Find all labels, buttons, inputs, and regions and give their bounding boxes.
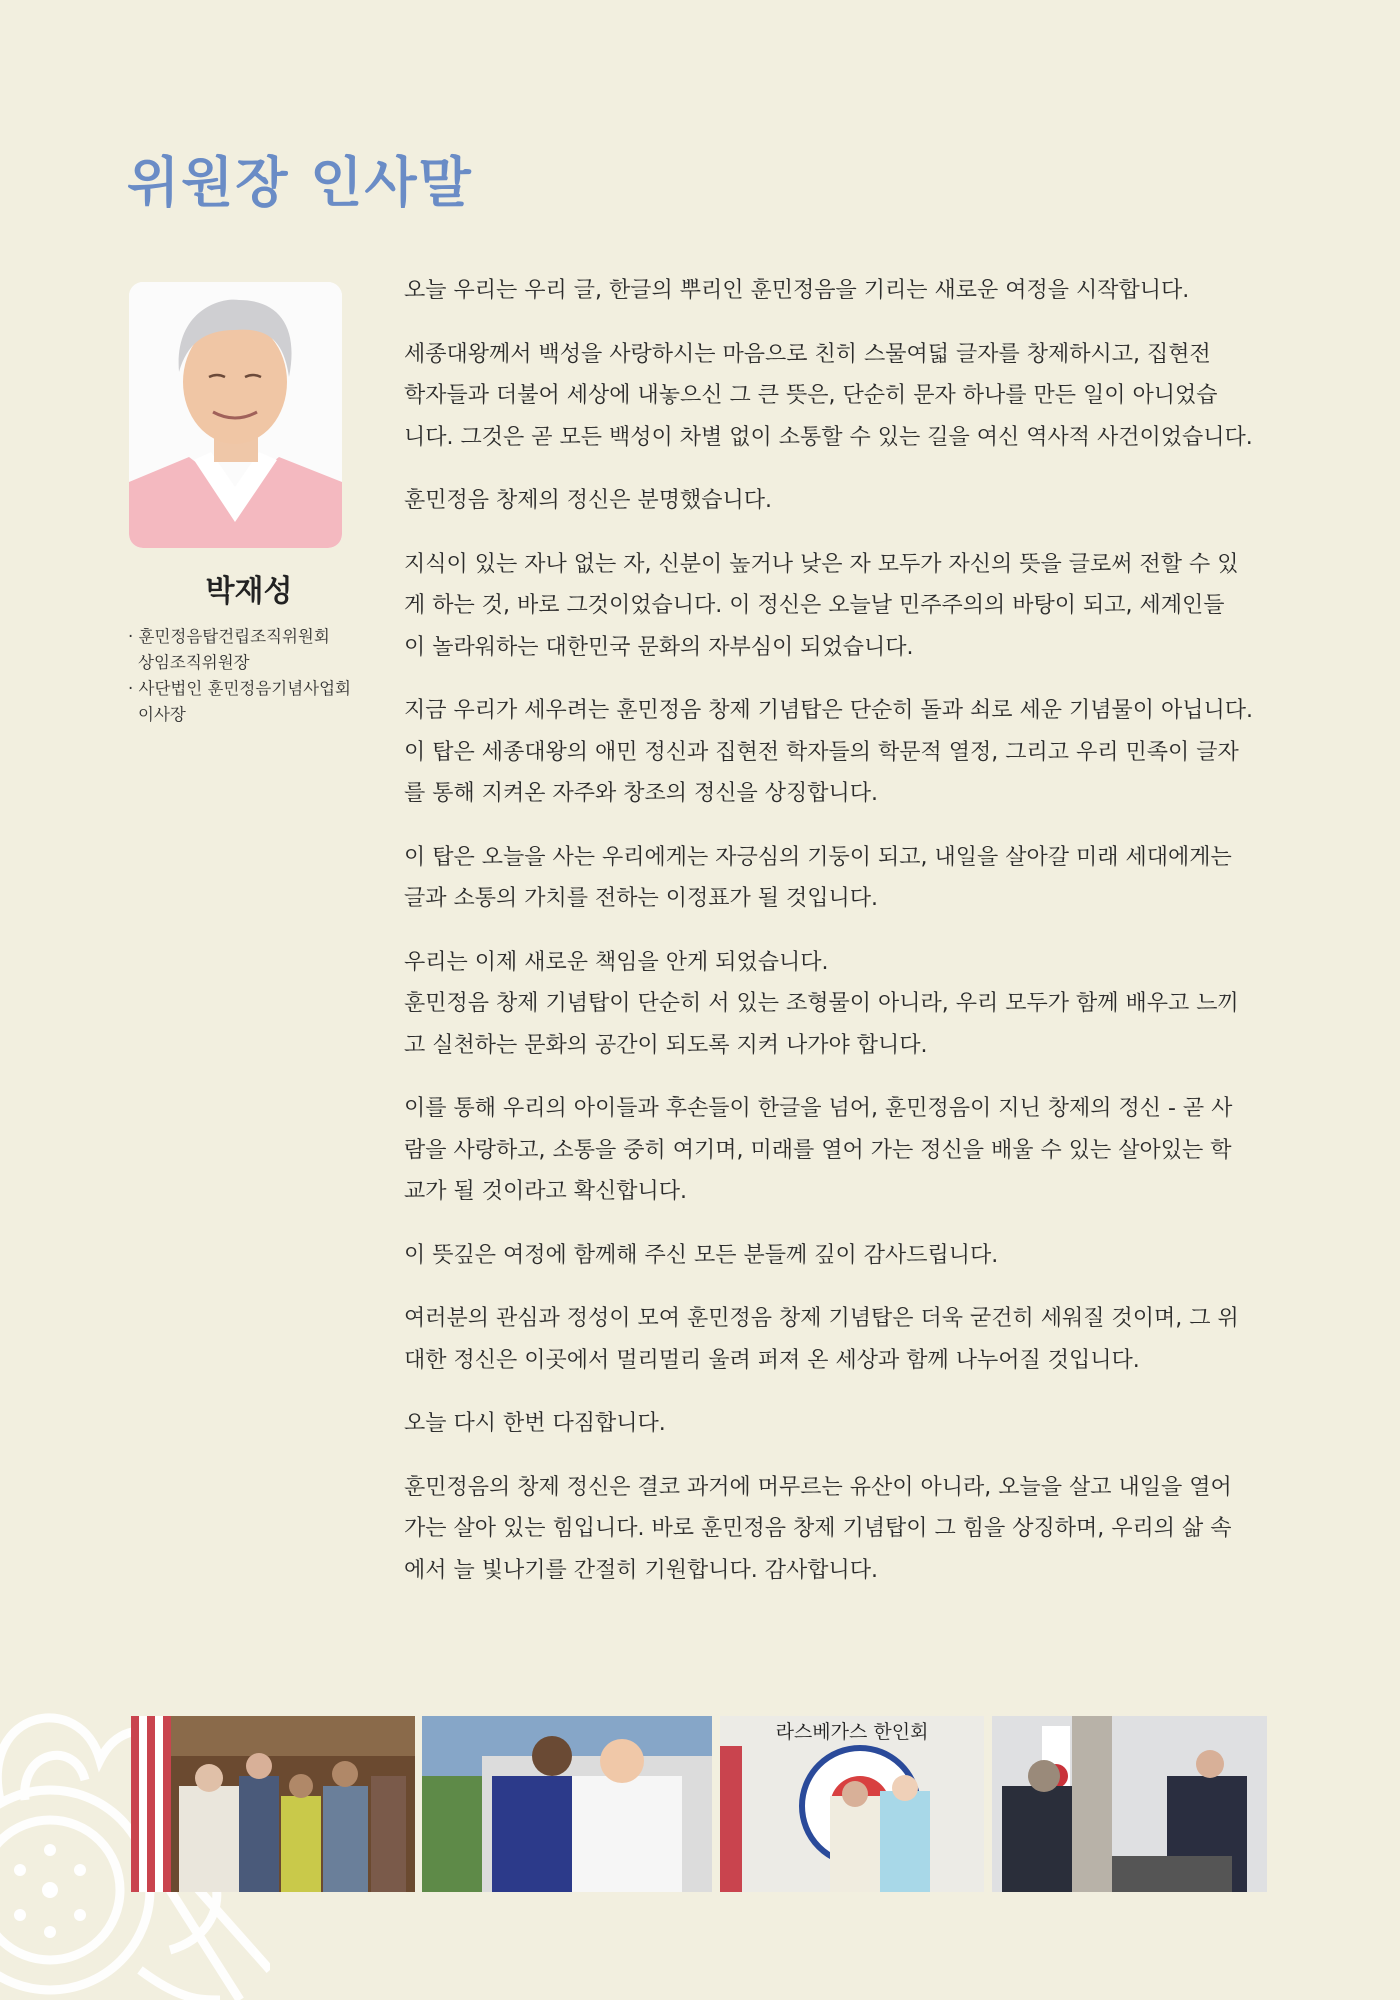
text-line: 우리는 이제 새로운 책임을 안게 되었습니다.	[404, 949, 829, 975]
paragraph	[404, 942, 1284, 1067]
text-line: 이 뜻깊은 여정에 함께해 주신 모든 분들께 깊이 감사드립니다.	[404, 1242, 999, 1268]
paragraph	[404, 1403, 1284, 1445]
text-line: 교가 될 것이라고 확신합니다.	[404, 1179, 687, 1204]
paragraph	[404, 1088, 1284, 1213]
text-line: 오늘 우리는 우리 글, 한글의 뿌리인 훈민정음을 기리는 새로운 여정을 시작합니다.	[404, 278, 1190, 303]
greeting-body	[404, 270, 1284, 1613]
role-line: 사단법인 훈민정음기념사업회	[138, 679, 351, 698]
author-roles	[128, 624, 351, 728]
banner-text: 라스베가스 한인회	[775, 1721, 929, 1743]
paragraph	[404, 334, 1284, 459]
text-line: 게 하는 것, 바로 그것이었습니다. 이 정신은 오늘날 민주주의의 바탕이 되고, 세계인들	[404, 593, 1225, 618]
text-line: 이 탑은 세종대왕의 애민 정신과 집현전 학자들의 학문적 열정, 그리고 우리 민족이 글자	[404, 739, 1239, 765]
role-line: 훈민정음탑건립조직위원회	[138, 627, 330, 646]
text-line: 훈민정음 창제 기념탑이 단순히 서 있는 조형물이 아니라, 우리 모두가 함께 배우고 느끼	[404, 991, 1239, 1016]
text-line: 여러분의 관심과 정성이 모여 훈민정음 창제 기념탑은 더욱 굳건히 세워질 것이며, 그 위	[404, 1306, 1239, 1331]
paragraph	[404, 1235, 1284, 1277]
text-line: 세종대왕께서 백성을 사랑하시는 마음으로 친히 스물여덟 글자를 창제하시고, 집현전	[404, 341, 1211, 367]
text-line: 이를 통해 우리의 아이들과 후손들이 한글을 넘어, 훈민정음이 지닌 창제의 정신 - 곧 사	[404, 1096, 1233, 1121]
bullet: ·	[128, 627, 134, 646]
text-line: 글과 소통의 가치를 전하는 이정표가 될 것입니다.	[404, 886, 878, 911]
text-line: 이 탑은 오늘을 사는 우리에게는 자긍심의 기둥이 되고, 내일을 살아갈 미래 세대에게는	[404, 844, 1232, 870]
paragraph	[404, 270, 1284, 312]
paragraph	[404, 690, 1284, 815]
paragraph	[404, 1467, 1284, 1592]
author-name: 박재성	[205, 574, 293, 609]
text-line: 를 통해 지켜온 자주와 창조의 정신을 상징합니다.	[404, 781, 878, 806]
role-item	[128, 624, 351, 650]
paragraph	[404, 837, 1284, 920]
portrait-photo	[129, 282, 342, 548]
text-line: 이 놀라워하는 대한민국 문화의 자부심이 되었습니다.	[404, 634, 914, 660]
text-line: 오늘 다시 한번 다짐합니다.	[404, 1411, 666, 1436]
text-line: 지금 우리가 세우려는 훈민정음 창제 기념탑은 단순히 돌과 쇠로 세운 기념물이 아닙니다.	[404, 698, 1253, 723]
text-line: 니다. 그것은 곧 모든 백성이 차별 없이 소통할 수 있는 길을 여신 역사적 사건이었습니다.	[404, 424, 1253, 450]
text-line: 람을 사랑하고, 소통을 중히 여기며, 미래를 열어 가는 정신을 배울 수 있는 살아있는 학	[404, 1137, 1232, 1163]
role-line: 상임조직위원장	[138, 653, 250, 672]
text-line: 훈민정음 창제의 정신은 분명했습니다.	[404, 488, 773, 513]
page-title: 위원장 인사말	[127, 150, 473, 214]
role-line: 이사장	[138, 705, 186, 724]
photo-meeting-room	[992, 1716, 1267, 1892]
role-item	[128, 676, 351, 702]
text-line: 대한 정신은 이곳에서 멀리멀리 울려 퍼져 온 세상과 함께 나누어질 것입니다.	[404, 1347, 1140, 1373]
photo-group-meeting	[131, 1716, 415, 1892]
photo-korean-association	[720, 1716, 984, 1892]
paragraph	[404, 544, 1284, 669]
photo-two-men-car	[422, 1716, 712, 1892]
text-line: 학자들과 더불어 세상에 내놓으신 그 큰 뜻은, 단순히 문자 하나를 만든 일이 아니었습	[404, 383, 1218, 408]
text-line: 지식이 있는 자나 없는 자, 신분이 높거나 낮은 자 모두가 자신의 뜻을 글로써 전할 수 있	[404, 551, 1239, 577]
text-line: 에서 늘 빛나기를 간절히 기원합니다. 감사합니다.	[404, 1557, 878, 1583]
text-line: 훈민정음의 창제 정신은 결코 과거에 머무르는 유산이 아니라, 오늘을 살고 내일을 열어	[404, 1474, 1232, 1500]
text-line: 고 실천하는 문화의 공간이 되도록 지켜 나가야 합니다.	[404, 1032, 928, 1058]
paragraph	[404, 480, 1284, 522]
photo-strip	[0, 1716, 1400, 1892]
paragraph	[404, 1298, 1284, 1381]
bullet: ·	[128, 679, 134, 698]
text-line: 가는 살아 있는 힘입니다. 바로 훈민정음 창제 기념탑이 그 힘을 상징하며, 우리의 삶 속	[404, 1516, 1232, 1541]
